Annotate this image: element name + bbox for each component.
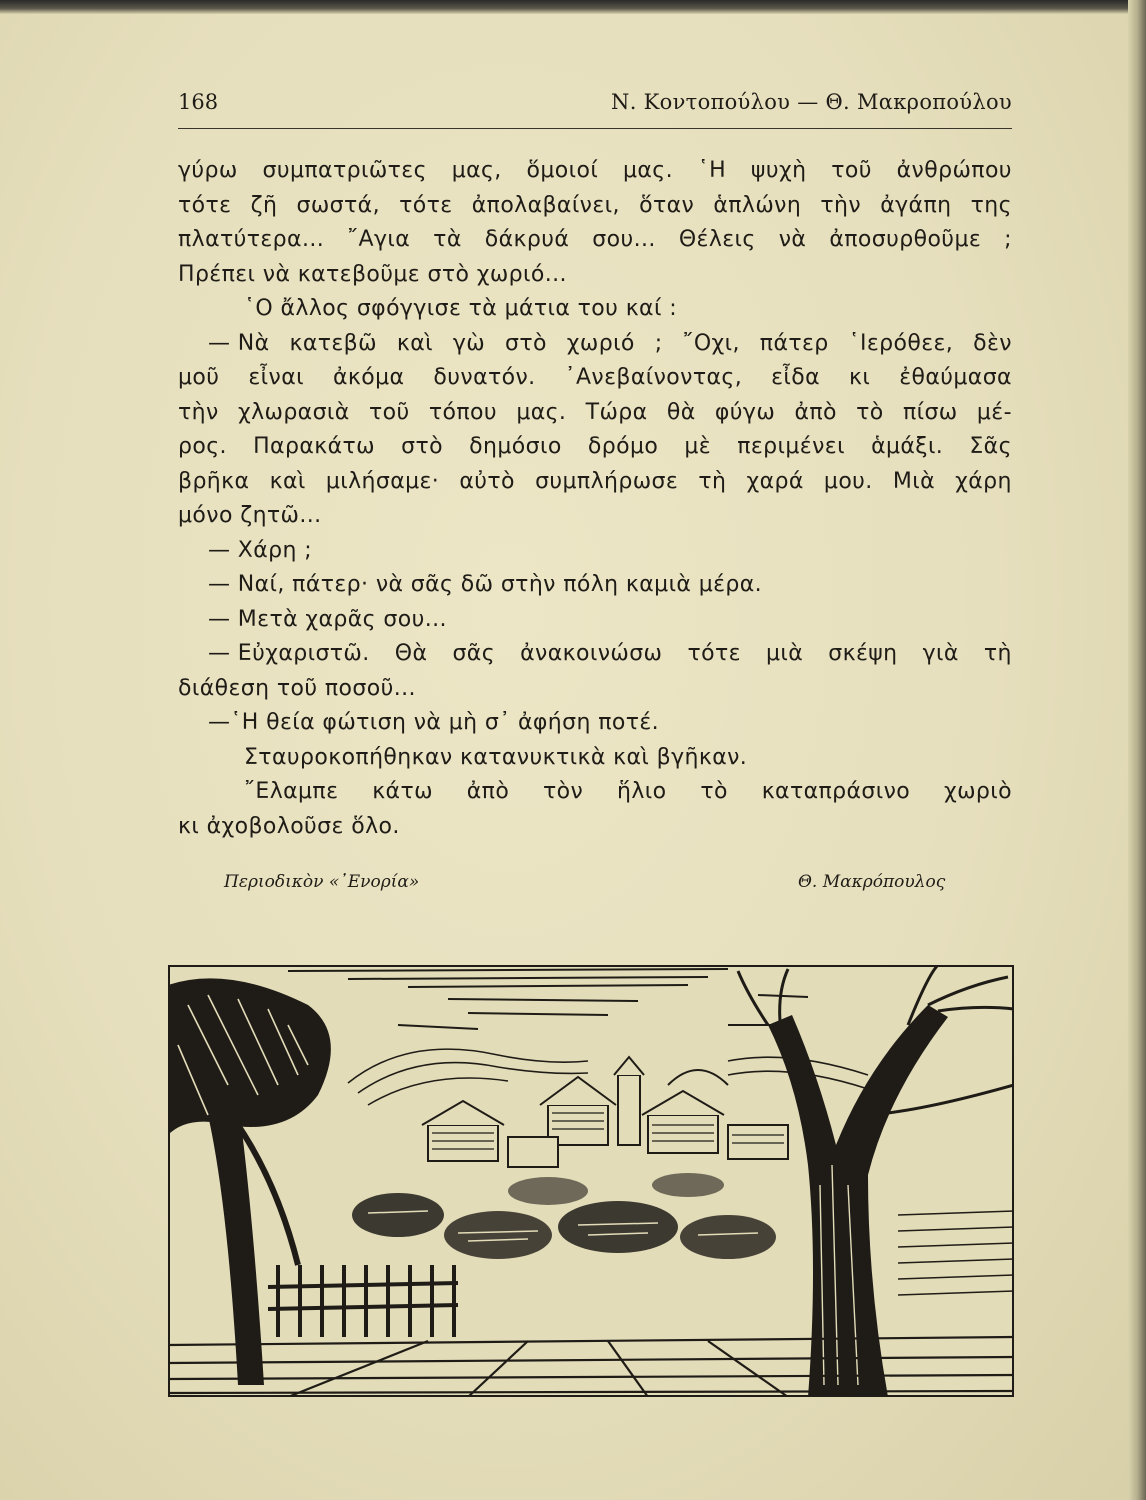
word: γὼ (452, 330, 486, 356)
word: μέ- (976, 399, 1012, 425)
word: τὸ (700, 779, 728, 804)
text-line: — Ναί, πάτερ· νὰ σᾶς δῶ στὴν πόλη καμιὰ μέρα. (208, 572, 763, 597)
word: ῎Αγια (347, 227, 411, 252)
word: θὰ (666, 399, 696, 425)
word: στὸ (505, 330, 547, 356)
word: — Εὐχαριστῶ. (208, 641, 370, 666)
word: χάρη (955, 468, 1012, 494)
word: Μιὰ (892, 468, 935, 494)
word: τὴν (178, 399, 219, 425)
word: Θὰ (394, 641, 428, 666)
word: τότε (399, 192, 453, 218)
right-tree (738, 965, 1014, 1397)
word: μιὰ (766, 641, 804, 666)
text-line: διάθεση τοῦ ποσοῦ... (178, 675, 416, 701)
word: ψυχὴ (750, 158, 807, 183)
word: εἶδα (771, 365, 820, 390)
word: πλατύτερα... (178, 227, 325, 252)
word: χλωρασιὰ (237, 399, 350, 425)
page-right-edge (1128, 0, 1146, 1500)
word: μοῦ (178, 365, 220, 390)
text-line: Σταυροκοπήθηκαν κατανυκτικὰ καὶ βγῆκαν. (244, 744, 748, 770)
word: δυνατόν. (433, 365, 536, 390)
word: ᾿Ανεβαίνοντας, (564, 365, 743, 390)
text-line (178, 396, 1012, 431)
word: σᾶς (452, 641, 496, 666)
word: μας. (622, 158, 673, 183)
word: ῾Η (697, 158, 727, 183)
word: δημόσιο (469, 434, 562, 459)
text-line (178, 154, 1012, 189)
word: τόπου (428, 399, 498, 425)
word: ἀπολαβαίνει, (471, 192, 620, 218)
word: Σᾶς (969, 434, 1012, 459)
text-line (178, 637, 1012, 672)
word: χωριό (566, 330, 635, 356)
foliage (352, 1173, 776, 1259)
word: τὰ (433, 227, 462, 252)
text-line: — Χάρη ; (208, 537, 313, 563)
word: ἁμάξι. (871, 434, 944, 459)
word: πάτερ (759, 330, 829, 356)
word: φύγω (714, 399, 776, 425)
word: μου. (823, 468, 873, 494)
word: ἀνακοινώσω (520, 641, 663, 666)
word: ἥλιο (617, 779, 667, 804)
word: τότε (178, 192, 232, 218)
word: ; (1004, 227, 1012, 252)
word: σου... (592, 227, 656, 252)
text-line (178, 430, 1012, 465)
word: τὸ (856, 399, 884, 425)
word: δάκρυά (484, 227, 570, 252)
word: ἀκόμα (332, 365, 405, 390)
word: τὴ (983, 641, 1012, 666)
word: βρῆκα (178, 468, 250, 494)
word: μας. (516, 399, 567, 425)
word: ῎Οχι, (682, 330, 740, 356)
word: δρόμο (587, 434, 659, 459)
word: ἀνθρώπου (896, 158, 1012, 183)
foreground-field (168, 1337, 1014, 1397)
sky-hatching (288, 969, 808, 1029)
word: αὐτὸ (459, 468, 515, 494)
word: ὅμοιοί (526, 158, 599, 183)
word: καταπράσινο (761, 779, 911, 804)
word: της (970, 192, 1012, 218)
word: Θέλεις (678, 227, 756, 252)
left-tree (168, 978, 331, 1385)
word: καὶ (269, 468, 306, 494)
word: χαρά (746, 468, 804, 494)
text-line (178, 189, 1012, 224)
text-line (178, 775, 1012, 810)
word: γύρω (178, 158, 238, 183)
page-top-edge (0, 0, 1146, 14)
page-header (178, 88, 1012, 129)
word: ἀγάπη (880, 192, 952, 218)
word: μὲ (684, 434, 712, 459)
word: συμπλήρωσε (535, 468, 679, 494)
word: Τώρα (585, 399, 648, 425)
author-signature: Θ. Μακρόπουλος (798, 872, 946, 892)
word: σκέψη (828, 641, 898, 666)
word: περιμένει (737, 434, 845, 459)
word: μας, (451, 158, 502, 183)
word: τοῦ (368, 399, 410, 425)
text-line: — Μετὰ χαρᾶς σου... (208, 606, 447, 632)
word: πίσω (902, 399, 958, 425)
source-credit: Περιοδικὸν «᾿Ενορία» (224, 872, 420, 892)
text-line (178, 465, 1012, 500)
word: ὅταν (639, 192, 695, 218)
right-field-hatching (898, 1211, 1014, 1295)
word: ρος. (178, 434, 227, 459)
text-line: ῾Ο ἄλλος σφόγγισε τὰ μάτια του καί : (244, 296, 678, 321)
word: ῎Ελαμπε (244, 779, 339, 804)
word: ἀπὸ (794, 399, 837, 425)
word: τοῦ (831, 158, 872, 183)
word: συμπατριῶτες (262, 158, 427, 183)
word: κι (849, 365, 871, 390)
word: τὸν (543, 779, 584, 804)
word: καὶ (396, 330, 433, 356)
body-text (178, 154, 1012, 844)
word: δὲν (973, 330, 1012, 356)
word: γιὰ (922, 641, 959, 666)
word: εἶναι (248, 365, 304, 390)
word: σωστά, (296, 192, 380, 218)
word: νὰ (778, 227, 807, 252)
text-line: κι ἀχοβολοῦσε ὅλο. (178, 813, 400, 839)
woodcut-illustration (168, 965, 1014, 1397)
word: κάτω (372, 779, 433, 804)
village-landscape-woodcut (168, 965, 1014, 1397)
word: ; (654, 330, 663, 356)
word: ἀπὸ (466, 779, 510, 804)
word: ἐθαύμασα (899, 365, 1012, 390)
word: ζῆ (250, 192, 278, 218)
text-line: Πρέπει νὰ κατεβοῦμε στὸ χωριό... (178, 261, 567, 287)
text-line: —῾Η θεία φώτιση νὰ μὴ σ᾽ ἀφήση ποτέ. (208, 710, 660, 735)
word: χωριὸ (943, 779, 1012, 804)
text-line: μόνο ζητῶ... (178, 503, 322, 528)
running-head: Ν. Κοντοπούλου — Θ. Μακροπούλου (611, 90, 1012, 114)
text-line (178, 327, 1012, 362)
text-line (178, 361, 1012, 396)
word: τὴ (698, 468, 727, 494)
word: ἀποσυρθοῦμε (829, 227, 982, 252)
fence (268, 1265, 458, 1337)
text-line (178, 223, 1012, 258)
word: — Νὰ (208, 330, 270, 356)
word: ἁπλώνη (713, 192, 802, 218)
word: μιλήσαμε· (325, 468, 440, 494)
word: κατεβῶ (289, 330, 377, 356)
word: στὸ (401, 434, 443, 459)
word: Παρακάτω (253, 434, 375, 459)
page-number: 168 (178, 90, 219, 114)
word: ῾Ιερόθεε, (848, 330, 954, 356)
word: τότε (687, 641, 741, 666)
word: τὴν (820, 192, 862, 218)
